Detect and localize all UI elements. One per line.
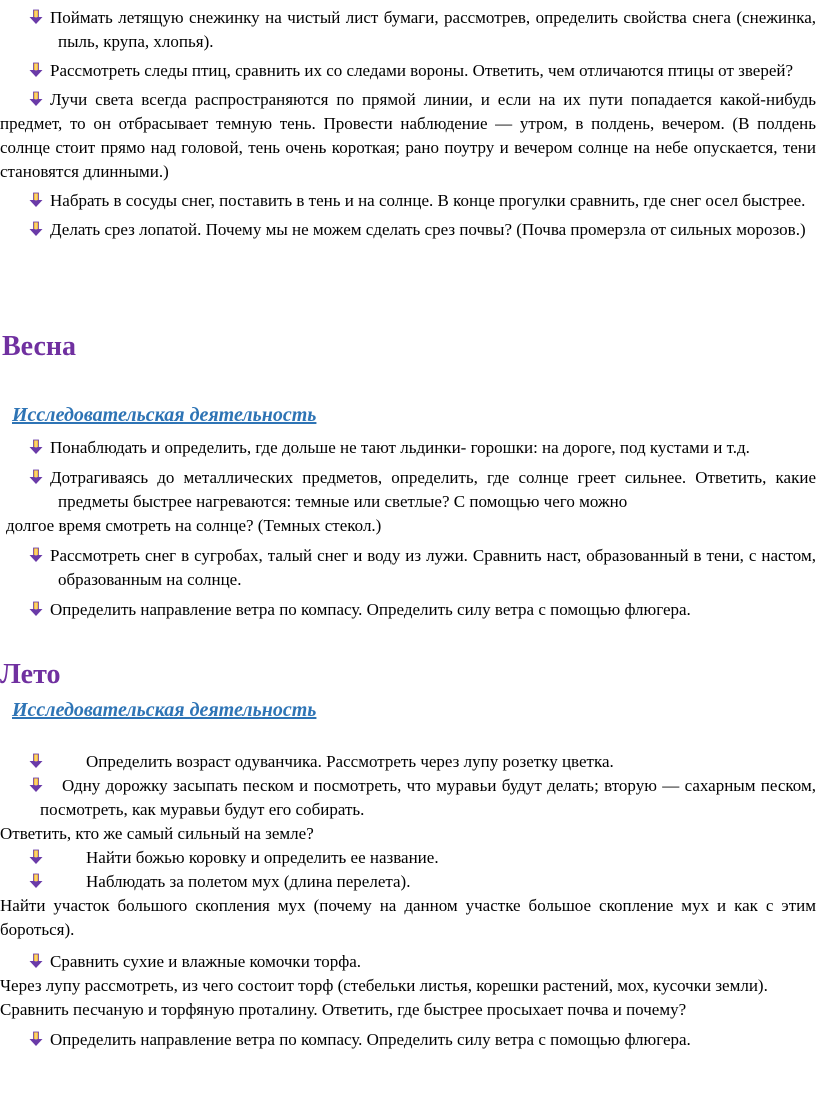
summer-heading: Лето (0, 659, 61, 690)
spring-section (0, 436, 816, 622)
list-item: Найти божью коровку и определить ее название. (0, 846, 816, 870)
summer-section (0, 750, 816, 1052)
list-item: Лучи света всегда распространяются по прямой линии, и если на их пути попадается какой-нибудь предмет, то он отбрасывает темную тень. Провести наблюдение — утром, в полдень, вечером. (В полдень солнце стоит прямо над головой, тень очень короткая; рано поутру и вечером солнце на небе опускается, тени становятся длинными.) (0, 90, 816, 181)
summer-subheading: Исследовательская деятельность (12, 699, 317, 721)
list-item: Определить направление ветра по компасу. Определить силу ветра с помощью флюгера. (0, 1028, 816, 1052)
list-item: Определить направление ветра по компасу. Определить силу ветра с помощью флюгера. (0, 598, 816, 622)
list-item: Набрать в сосуды снег, поставить в тень и на солнце. В конце прогулки сравнить, где снег осел быстрее. (0, 189, 816, 213)
winter-section (0, 6, 816, 242)
arrow-down-bullet-icon (28, 62, 44, 78)
list-item: Наблюдать за полетом мух (длина перелета). (0, 870, 816, 894)
arrow-down-bullet-icon (28, 9, 44, 25)
list-item: Дотрагиваясь до металлических предметов, определить, где солнце греет сильнее. Ответить, какие предметы быстрее нагреваются: темные или светлые? С помощью чего можно (0, 466, 816, 514)
arrow-down-bullet-icon (28, 192, 44, 208)
arrow-down-bullet-icon (28, 873, 44, 889)
list-item: Понаблюдать и определить, где дольше не тают льдинки- горошки: на дороге, под кустами и т.д. (0, 436, 816, 460)
spring-heading: Весна (2, 331, 77, 362)
paragraph: Найти участок большого скопления мух (почему на данном участке большое скопление мух и как с этим бороться). (0, 896, 816, 939)
list-item: Делать срез лопатой. Почему мы не можем сделать срез почвы? (Почва промерзла от сильных морозов.) (0, 218, 816, 242)
spring-subheading: Исследовательская деятельность (12, 404, 317, 426)
paragraph: долгое время смотреть на солнце? (Темных стекол.) (6, 516, 382, 535)
list-item: Рассмотреть снег в сугробах, талый снег и воду из лужи. Сравнить наст, образованный в тени, с настом, образованным на солнце. (0, 544, 816, 592)
list-item: Сравнить сухие и влажные комочки торфа. (0, 950, 816, 974)
list-item: Поймать летящую снежинку на чистый лист бумаги, рассмотрев, определить свойства снега (снежинка, пыль, крупа, хлопья). (0, 6, 816, 54)
arrow-down-bullet-icon (28, 547, 44, 563)
arrow-down-bullet-icon (28, 601, 44, 617)
paragraph: Сравнить песчаную и торфяную проталину. Ответить, где быстрее просыхает почва и почему? (0, 1000, 687, 1019)
arrow-down-bullet-icon (28, 953, 44, 969)
arrow-down-bullet-icon (28, 91, 44, 107)
list-item: Одну дорожку засыпать песком и посмотреть, что муравьи будут делать; вторую — сахарным песком, посмотреть, как муравьи будут его собирать. (0, 774, 816, 822)
arrow-down-bullet-icon (28, 753, 44, 769)
arrow-down-bullet-icon (28, 849, 44, 865)
arrow-down-bullet-icon (28, 777, 44, 793)
arrow-down-bullet-icon (28, 221, 44, 237)
arrow-down-bullet-icon (28, 469, 44, 485)
arrow-down-bullet-icon (28, 439, 44, 455)
paragraph: Через лупу рассмотреть, из чего состоит торф (стебельки листья, корешки растений, мох, кусочки земли). (0, 976, 768, 995)
list-item: Рассмотреть следы птиц, сравнить их со следами вороны. Ответить, чем отличаются птицы от зверей? (0, 59, 816, 83)
arrow-down-bullet-icon (28, 1031, 44, 1047)
list-item: Определить возраст одуванчика. Рассмотреть через лупу розетку цветка. (0, 750, 816, 774)
paragraph: Ответить, кто же самый сильный на земле? (0, 824, 314, 843)
